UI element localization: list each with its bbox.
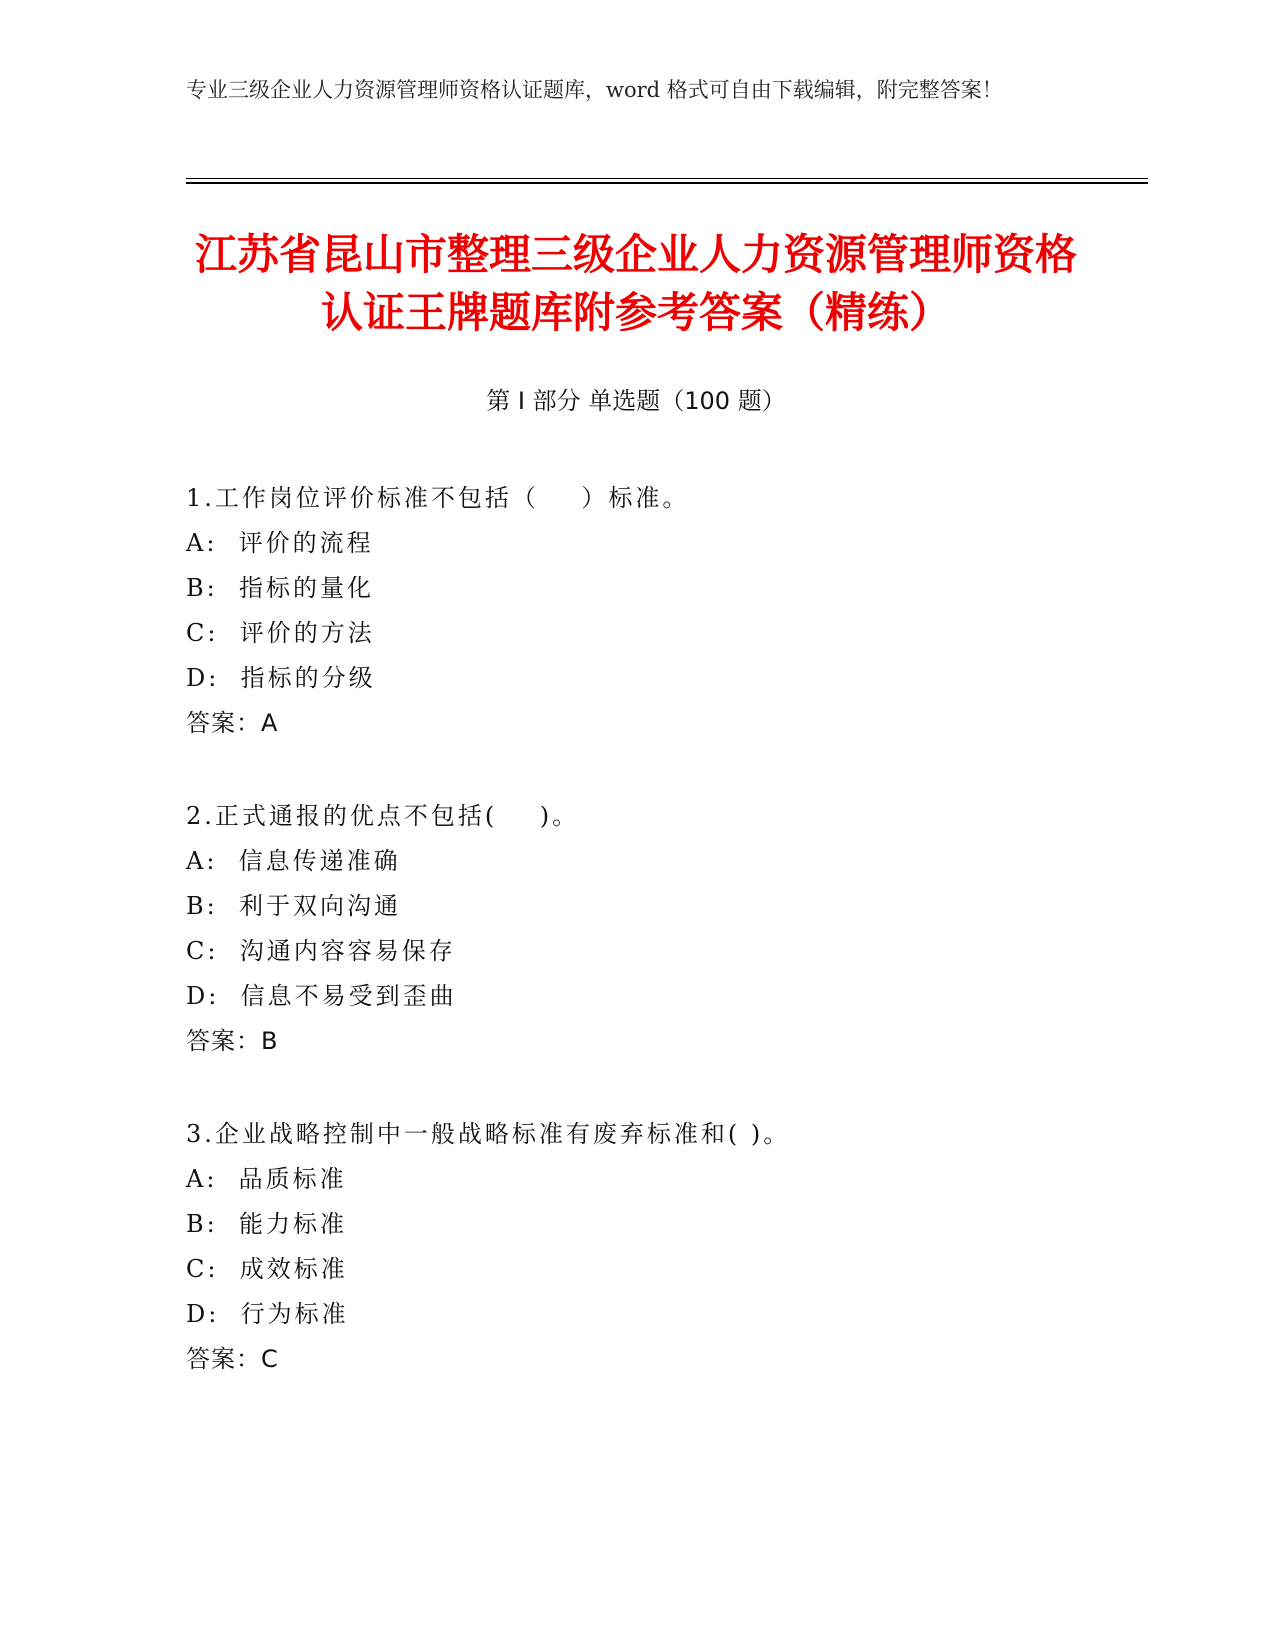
option-c: C: 沟通内容容易保存 [186, 937, 456, 965]
option-b: B: 指标的量化 [186, 574, 374, 602]
question-block [186, 1112, 1136, 1382]
answer-line: 答案：B [186, 1027, 279, 1055]
option-b: B: 利于双向沟通 [186, 892, 401, 920]
option-a: A: 品质标准 [186, 1165, 347, 1193]
question-block [186, 794, 1136, 1064]
option-d: D: 行为标准 [186, 1300, 349, 1328]
option-a: A: 信息传递准确 [186, 847, 401, 875]
question-stem: 3.企业战略控制中一般战略标准有废弃标准和( )。 [186, 1120, 791, 1148]
section-heading: 第 I 部分 单选题（100 题） [486, 387, 786, 415]
answer-line: 答案：C [186, 1345, 279, 1373]
option-d: D: 信息不易受到歪曲 [186, 982, 457, 1010]
question-stem: 1.工作岗位评价标准不包括（ ）标准。 [186, 484, 690, 512]
question-block [186, 476, 1136, 746]
option-d: D: 指标的分级 [186, 664, 376, 692]
option-a: A: 评价的流程 [186, 529, 374, 557]
header-note: 专业三级企业人力资源管理师资格认证题库，word 格式可自由下载编辑，附完整答案！ [186, 78, 1003, 102]
header-divider-thin [186, 178, 1148, 179]
option-c: C: 评价的方法 [186, 619, 375, 647]
document-title: 江苏省昆山市整理三级企业人力资源管理师资格认证王牌题库附参考答案（精练） [194, 230, 1077, 337]
option-b: B: 能力标准 [186, 1210, 347, 1238]
answer-line: 答案：A [186, 709, 279, 737]
question-stem: 2.正式通报的优点不包括( )。 [186, 802, 580, 830]
header-divider-thick [186, 182, 1148, 184]
option-c: C: 成效标准 [186, 1255, 348, 1283]
